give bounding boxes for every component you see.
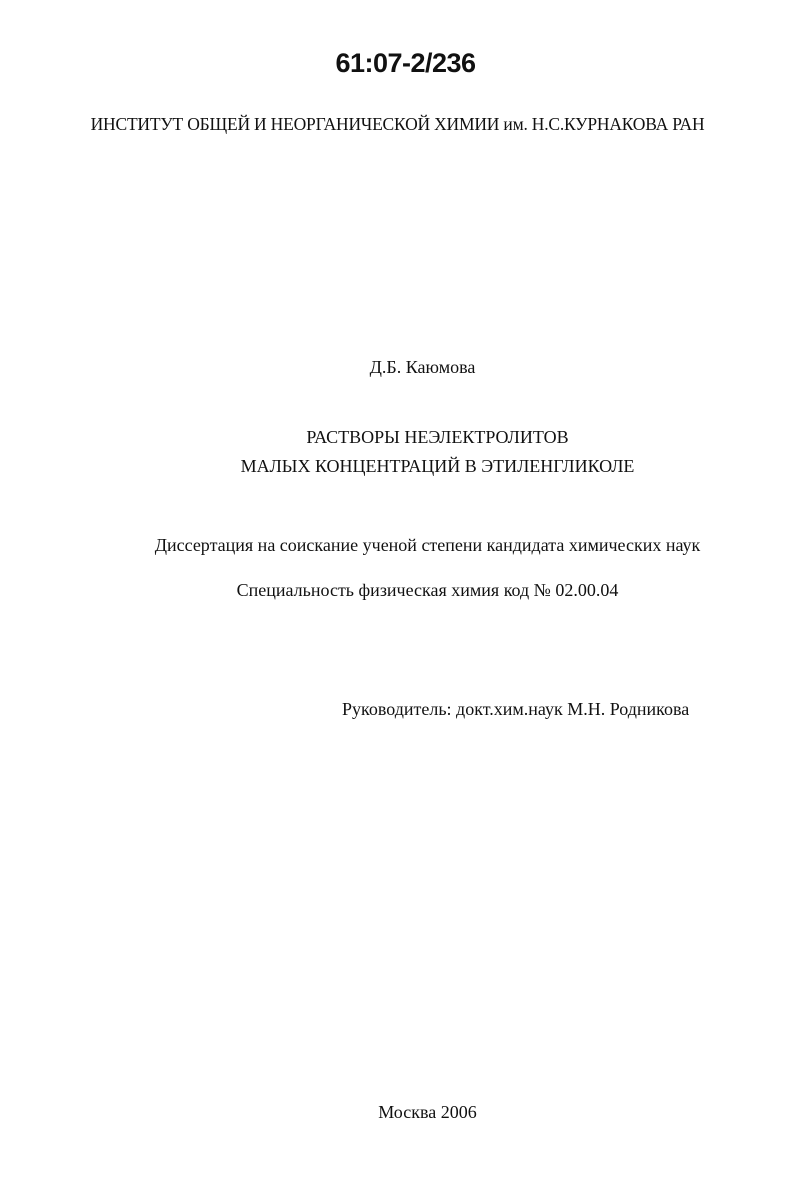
city-year: Москва 2006 — [378, 1102, 477, 1122]
thesis-title-line-2: МАЛЫХ КОНЦЕНТРАЦИЙ В ЭТИЛЕНГЛИКОЛЕ — [240, 456, 635, 476]
supervisor-line: Руководитель: докт.хим.наук М.Н. Родникова — [342, 699, 690, 719]
institute-name: ИНСТИТУТ ОБЩЕЙ И НЕОРГАНИЧЕСКОЙ ХИМИИ им. Н.С.КУРНАКОВА РАН — [90, 114, 705, 134]
author-name: Д.Б. Каюмова — [369, 357, 476, 377]
thesis-title-line-1: РАСТВОРЫ НЕЭЛЕКТРОЛИТОВ — [306, 427, 569, 447]
dissertation-note: Диссертация на соискание ученой степени кандидата химических наук — [154, 535, 701, 555]
catalog-code: 61:07-2/236 — [335, 48, 476, 78]
specialty-line: Специальность физическая химия код № 02.00.04 — [236, 580, 619, 600]
